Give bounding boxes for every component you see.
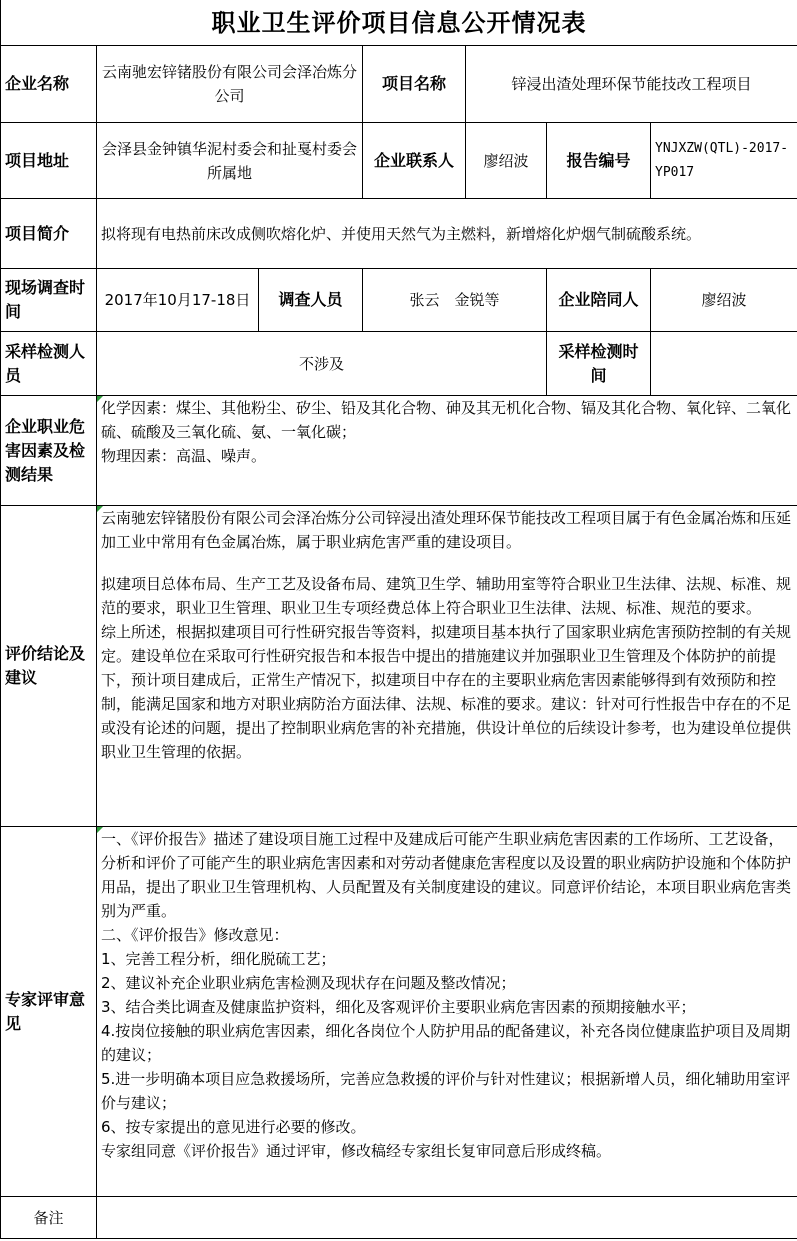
expert-line: 1、完善工程分析，细化脱硫工艺； xyxy=(101,950,336,968)
conclusion-paragraph-1: 云南驰宏锌锗股份有限公司会泽冶炼分公司锌浸出渣处理环保节能技改工程项目属于有色金属冶炼和压延加工业中常用有色金属冶炼，属于职业病危害严重的建设项目。 xyxy=(101,509,792,551)
expert-line: 4.按岗位接触的职业病危害因素，细化各岗位个人防护用品的配备建议，补充各岗位健康监护项目及周期的建议； xyxy=(101,1022,791,1064)
expert-line: 5.进一步明确本项目应急救援场所，完善应急救援的评价与针对性建议；根据新增人员，细化辅助用室评价与建议； xyxy=(101,1070,791,1112)
project-name-value: 锌浸出渣处理环保节能技改工程项目 xyxy=(466,46,797,123)
expert-line: 6、按专家提出的意见进行必要的修改。 xyxy=(101,1118,366,1136)
contact-person-label: 企业联系人 xyxy=(363,123,466,199)
conclusion-value xyxy=(97,506,797,827)
sampling-staff-label: 采样检测人员 xyxy=(1,332,97,396)
expert-line: 3、结合类比调查及健康监护资料，细化及客观评价主要职业病危害因素的预期接触水平； xyxy=(101,998,696,1016)
company-escort-label: 企业陪同人 xyxy=(547,269,651,332)
company-name-label: 企业名称 xyxy=(1,46,97,123)
project-intro-value: 拟将现有电热前床改成侧吹熔化炉、并使用天然气为主燃料，新增熔化炉烟气制硫酸系统。 xyxy=(97,199,797,269)
sampling-time-label: 采样检测时间 xyxy=(547,332,651,396)
hazard-factors-value xyxy=(97,396,797,506)
hazard-factors-label: 企业职业危害因素及检测结果 xyxy=(1,396,97,506)
project-name-label: 项目名称 xyxy=(363,46,466,123)
conclusion-paragraph-3: 综上所述，根据拟建项目可行性研究报告等资料，拟建项目基本执行了国家职业病危害预防控制的有关规定。建设单位在采取可行性研究报告和本报告中提出的措施建议并加强职业卫生管理及个体防护的前提下，预计项目建成后，正常生产情况下，拟建项目中存在的主要职业病危害因素能够得到有效预防和控制，能满足国家和地方对职业病防治方面法律、法规、标准的要求。建议：针对可行性报告中存在的不足或没有论述的问题，提出了控制职业病危害的补充措施，供设计单位的后续设计参考，也为建设单位提供职业卫生管理的依据。 xyxy=(101,623,792,761)
hazard-physical-line: 物理因素：高温、噪声。 xyxy=(101,447,267,465)
surveyor-label: 调查人员 xyxy=(259,269,363,332)
survey-time-label: 现场调查时间 xyxy=(1,269,97,332)
conclusion-label: 评价结论及建议 xyxy=(1,506,97,827)
page-title: 职业卫生评价项目信息公开情况表 xyxy=(1,0,797,46)
surveyor-value: 张云 金锐等 xyxy=(363,269,547,332)
expert-review-value xyxy=(97,827,797,1197)
sampling-time-value xyxy=(651,332,797,396)
paragraph-gap xyxy=(101,554,793,572)
hazard-chemical-line: 化学因素：煤尘、其他粉尘、矽尘、铅及其化合物、砷及其无机化合物、镉及其化合物、氧化锌、二氧化硫、硫酸及三氧化硫、氨、一氧化碳； xyxy=(101,399,792,441)
report-number-value: YNJXZW(QTL)-2017-YP017 xyxy=(651,123,797,199)
sampling-staff-value: 不涉及 xyxy=(97,332,547,396)
contact-person-value: 廖绍波 xyxy=(466,123,547,199)
company-escort-value: 廖绍波 xyxy=(651,269,797,332)
project-address-label: 项目地址 xyxy=(1,123,97,199)
remarks-label: 备注 xyxy=(1,1197,97,1239)
conclusion-paragraph-2: 拟建项目总体布局、生产工艺及设备布局、建筑卫生学、辅助用室等符合职业卫生法律、法规、标准、规范的要求，职业卫生管理、职业卫生专项经费总体上符合职业卫生法律、法规、标准、规范的要求。 xyxy=(101,575,792,617)
expert-review-label: 专家评审意见 xyxy=(1,827,97,1197)
expert-line: 一、《评价报告》描述了建设项目施工过程中及建成后可能产生职业病危害因素的工作场所、工艺设备，分析和评价了可能产生的职业病危害因素和对劳动者健康危害程度以及设置的职业病防护设施和个体防护用品，提出了职业卫生管理机构、人员配置及有关制度建设的建议。同意评价结论，本项目职业病危害类别为严重。 xyxy=(101,830,792,920)
survey-time-value: 2017年10月17-18日 xyxy=(97,269,259,332)
project-address-value: 会泽县金钟镇华泥村委会和扯戛村委会所属地 xyxy=(97,123,363,199)
expert-line: 二、《评价报告》修改意见： xyxy=(101,926,289,944)
company-name-value: 云南驰宏锌锗股份有限公司会泽冶炼分公司 xyxy=(97,46,363,123)
expert-line: 2、建议补充企业职业病危害检测及现状存在问题及整改情况； xyxy=(101,974,516,992)
remarks-value xyxy=(97,1197,797,1239)
expert-line: 专家组同意《评价报告》通过评审，修改稿经专家组长复审同意后形成终稿。 xyxy=(101,1142,612,1160)
project-intro-label: 项目简介 xyxy=(1,199,97,269)
report-number-label: 报告编号 xyxy=(547,123,651,199)
